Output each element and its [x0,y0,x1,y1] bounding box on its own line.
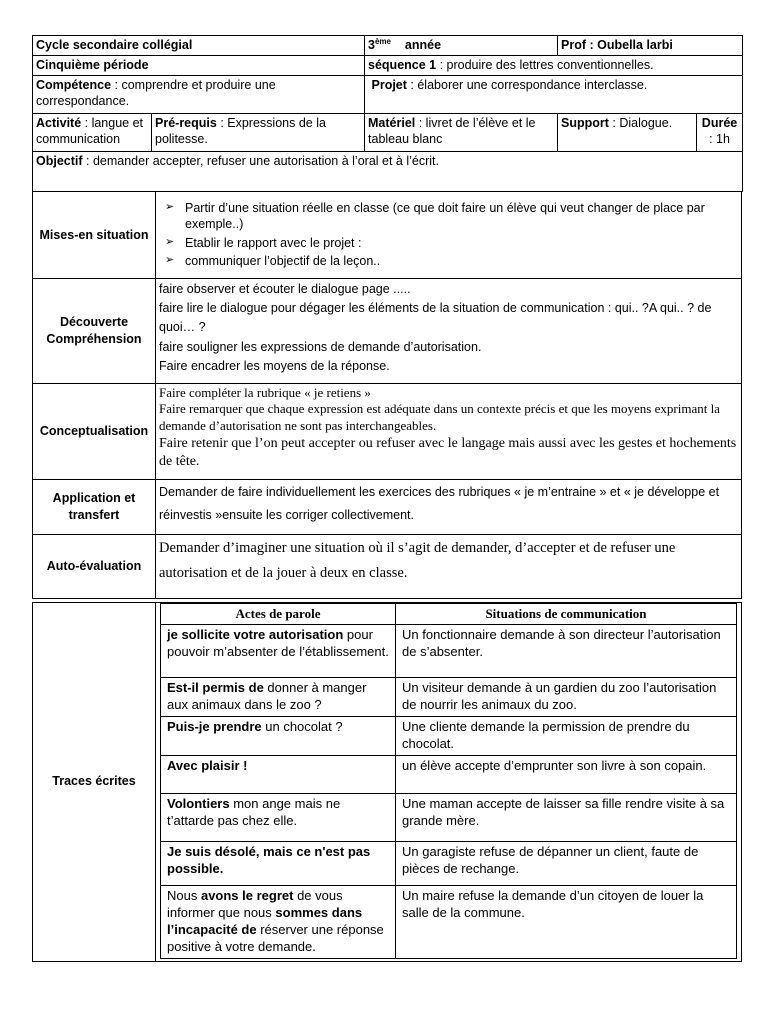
decouverte-label: Découverte Compréhension [33,278,156,383]
table-row [161,625,737,678]
lesson-sheet [32,35,742,962]
cycle-cell: Cycle secondaire collégial [33,36,365,56]
table-row [161,755,737,793]
situation-cell: Un visiteur demande à un gardien du zoo l’autorisation de nourrir les animaux du zoo. [396,678,737,717]
support-cell: Support : Dialogue. [558,114,697,152]
application-label: Application et transfert [33,479,156,534]
acte-cell: Est-il permis de donner à manger aux animaux dans le zoo ? [161,678,396,717]
situation-cell: Une maman accepte de laisser sa fille rendre visite à sa grande mère. [396,793,737,841]
concept-content [156,383,742,479]
acte-cell: je sollicite votre autorisation pour pouvoir m’absenter de l’établissement. [161,625,396,678]
situation-cell: Une cliente demande la permission de prendre du chocolat. [396,717,737,756]
text-line: Faire remarquer que chaque expression est adéquate dans un contexte précis et que les moyens exprimant la demande d’autorisation ne sont pas interchangeables. [159,401,720,434]
list-item: ➢ Partir d’une situation réelle en classe (ce que doit faire un élève qui veut changer de place par exemple..) [165,200,738,233]
list-item: ➢ communiquer l’objectif de la leçon.. [165,253,738,269]
acte-cell: Avec plaisir ! [161,755,396,793]
grade-cell: 3ème année [365,36,558,56]
acte-cell: Je suis désolé, mais ce n'est pas possible. [161,841,396,885]
activite-cell: Activité : langue et communication [33,114,152,152]
acte-cell: Puis-je prendre un chocolat ? [161,717,396,756]
text-line: faire observer et écouter le dialogue page ..... [159,281,411,296]
application-content: Demander de faire individuellement les exercices des rubriques « je m’entraine » et « je développe et réinvestis »ensuite les corriger collectivement. [156,479,742,534]
mises-content [156,192,742,278]
situation-cell: un élève accepte d’emprunter son livre à son copain. [396,755,737,793]
decouverte-content [156,278,742,383]
auto-content: Demander d’imaginer une situation où il s’agit de demander, d’accepter et de refuser une autorisation et de la jouer à deux en classe. [156,534,742,598]
period-cell: Cinquième période [33,56,365,76]
duree-cell: Durée : 1h [697,114,743,152]
table-row [161,885,737,958]
steps-table [32,192,742,599]
traces-label: Traces écrites [33,602,156,961]
table-row [161,793,737,841]
list-item: ➢ Etablir le rapport avec le projet : [165,235,738,251]
projet-cell: Projet : élaborer une correspondance interclasse. [365,76,743,114]
table-row [161,717,737,756]
traces-table [32,602,742,962]
sequence-cell: séquence 1 : produire des lettres conventionnelles. [365,56,743,76]
text-line: Faire encadrer les moyens de la réponse. [159,359,390,373]
mises-list [159,200,738,269]
col-situations: Situations de communication [396,603,737,625]
text-line: faire lire le dialogue pour dégager les éléments de la situation de communication : qui.. ?A qui.. ? de quoi… ? [159,300,712,335]
competence-cell: Compétence : comprendre et produire une correspondance. [33,76,365,114]
text-line: Faire compléter la rubrique « je retiens » [159,384,371,400]
traces-inner-table [160,603,737,959]
acte-cell: Volontiers mon ange mais ne t’attarde pas chez elle. [161,793,396,841]
text-line: faire souligner les expressions de demande d’autorisation. [159,339,482,354]
table-row [161,678,737,717]
prerequis-cell: Pré-requis : Expressions de la politesse. [152,114,365,152]
traces-content [156,602,742,961]
situation-cell: Un garagiste refuse de dépanner un client, faute de pièces de rechange. [396,841,737,885]
objectif-cell: Objectif : demander accepter, refuser une autorisation à l’oral et à l’écrit. [33,152,743,192]
header-table [32,35,743,192]
situation-cell: Un fonctionnaire demande à son directeur l’autorisation de s’absenter. [396,625,737,678]
auto-label: Auto-évaluation [33,534,156,598]
col-actes: Actes de parole [161,603,396,625]
text-line: Faire retenir que l’on peut accepter ou refuser avec le langage mais aussi avec les gestes et hochements de tête. [159,436,737,470]
table-row [161,841,737,885]
acte-cell: Nous avons le regret de vous informer que nous sommes dans l’incapacité de réserver une réponse positive à votre demande. [161,885,396,958]
situation-cell: Un maire refuse la demande d’un citoyen de louer la salle de la commune. [396,885,737,958]
materiel-cell: Matériel : livret de l’élève et le tableau blanc [365,114,558,152]
prof-cell: Prof : Oubella larbi [558,36,743,56]
concept-label: Conceptualisation [33,383,156,479]
mises-label: Mises-en situation [33,192,156,278]
